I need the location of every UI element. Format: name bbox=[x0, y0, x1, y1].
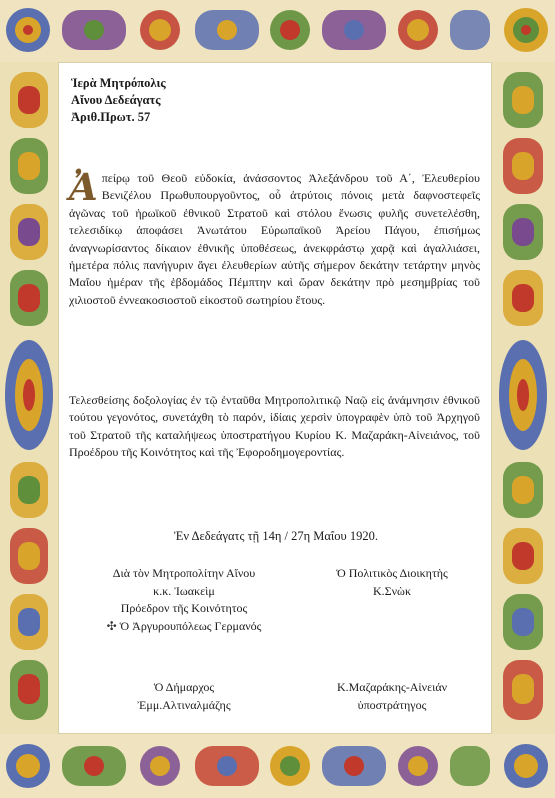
sig-metropolitan-line4-wrap bbox=[69, 618, 299, 636]
drop-cap: Ἀ bbox=[69, 165, 98, 209]
paragraph-proclamation bbox=[69, 165, 480, 309]
signature-mayor bbox=[69, 679, 299, 714]
sig-commander-line1: Κ.Μαζαράκης-Αἰνειάν bbox=[336, 680, 448, 694]
signature-metropolitan bbox=[69, 565, 299, 635]
sig-governor-line2: Κ.Σνὼκ bbox=[372, 583, 412, 598]
left-ornaments bbox=[5, 72, 53, 720]
header-see: Αἴνου Δεδεάγατς bbox=[71, 93, 161, 107]
sig-governor-line1: Ὁ Πολιτικὸς Διοικητὴς bbox=[336, 566, 448, 580]
signature-commander bbox=[297, 679, 487, 714]
sig-metropolitan-line2: κ.κ. Ἰωακεὶμ bbox=[153, 583, 215, 598]
header-protocol-number: Ἀριθ.Πρωτ. 57 bbox=[71, 110, 151, 124]
sig-metropolitan-line4: Ὁ Ἀργυρουπόλεως Γερμανός bbox=[119, 618, 262, 633]
document-date: Ἐν Δεδεάγατς τῇ 14η / 27η Μαΐου 1920. bbox=[174, 529, 378, 543]
sig-metropolitan-line3: Πρόεδρον τῆς Κοινότητος bbox=[120, 601, 248, 615]
cross-icon: ✣ bbox=[106, 618, 117, 633]
sig-mayor-line1: Ὁ Δήμαρχος bbox=[153, 680, 215, 694]
document-header bbox=[71, 75, 166, 126]
header-metropolis: Ἱερὰ Μητρόπολις bbox=[71, 76, 166, 90]
paragraph-doxology: Τελεσθείσης δοξολογίας ἐν τῷ ἐνταῦθα Μητροπολιτικῷ Ναῷ εἰς ἀνάμνησιν ἐθνικοῦ τούτου γεγονότος, συνετάχθη τὸ παρόν, ἰδίαις χερσὶν ὑπογραφὲν ὑπὸ τοῦ Ἀρχηγοῦ τοῦ Στρατοῦ τῆς καταλήψεως ὑποστρατήγου Κυρίου Κ. Μαζαράκη-Αἰνειάνος, τοῦ Προέδρου τῆς Κοινότητος καὶ τῆς Ἐφοροδημογεροντίας. bbox=[69, 393, 480, 460]
right-ornaments bbox=[499, 72, 547, 720]
signature-governor bbox=[297, 565, 487, 600]
sig-commander-line2: ὑποστράτηγος bbox=[357, 697, 427, 712]
sig-metropolitan-line1: Διὰ τὸν Μητροπολίτην Αἴνου bbox=[112, 566, 256, 580]
sig-mayor-line2: Ἐμμ.Αλτιναλμάζης bbox=[137, 697, 231, 712]
paragraph-1-text: πείρῳ τοῦ Θεοῦ εὐδοκία, ἀνάσσοντος Ἀλεξάνδρου τοῦ Α΄, Ἐλευθερίου Βενιζέλου Πρωθυπουργοῦντος, οὗ ἀτρύτοις πόνοις μετὰ δαφνοστεφεῖς ἀγῶνας τοῦ ἡρωϊκοῦ ἐθνικοῦ Στρατοῦ καὶ στόλου ἕνωσις φυλῆς συνετελέσθη, τελεσιδίκῳ ἀποφάσει Ἀνωτάτου Εὐρωπαϊκοῦ Ἀρείου Πάγου, ἐπισήμως ἀναγνωρίσαντος δίκαιον ἐθνικῆς ὑποθέσεως, ἀνεκφράστῳ χαρᾷ καὶ ἀγαλλιάσει, ἡμετέρα πόλις πανήγυριν ἄγει ἐλευθερίων αὐτῆς σήμερον δεκάτην τετάρτην μηνὸς Μαΐου ἡμέραν τῆς ἑβδομάδος Πέμπτην καὶ ὥραν δεκάτην πρὸ μεσημβρίας τοῦ χιλιοστοῦ ἐννεακοσιοστοῦ εἰκοστοῦ σωτηρίου ἔτους. bbox=[69, 171, 480, 307]
document-panel bbox=[58, 62, 492, 734]
